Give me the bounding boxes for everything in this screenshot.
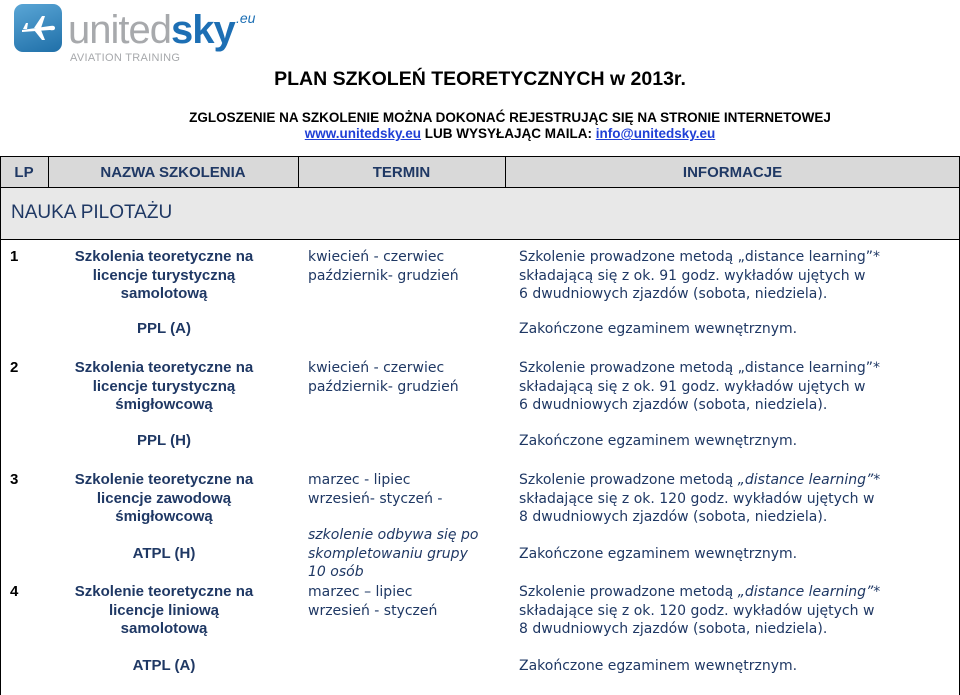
course-exam: Zakończone egzaminem wewnętrznym. — [519, 433, 798, 449]
header-name: NAZWA SZKOLENIA — [100, 164, 246, 181]
registration-notice: ZGLOSZENIE NA SZKOLENIE MOŻNA DOKONAĆ REJESTRUJĄC SIĘ NA STRONIE INTERNETOWEJ — [189, 110, 831, 125]
course-name: Szkolenie teoretyczne na licencje liniową samolotową — [74, 583, 254, 637]
row-number: 4 — [10, 583, 19, 600]
airplane-icon — [20, 14, 56, 42]
header-divider-3 — [505, 156, 506, 188]
course-info: Szkolenie prowadzone metodą „distance learning”* składające się z ok. 120 godz. wykładów ujętych w 8 dwudniowych zjazdów (sobota, niedziela). — [519, 584, 881, 637]
logo-tagline: AVIATION TRAINING — [70, 52, 181, 64]
page-title: PLAN SZKOLEŃ TEORETYCZNYCH w 2013r. — [274, 68, 686, 90]
row-number: 1 — [10, 248, 19, 265]
course-info: Szkolenie prowadzone metodą „distance learning”* składającą się z ok. 91 godz. wykładów ujętych w 6 dwudniowych zjazdów (sobota, niedziela). — [519, 360, 881, 413]
table-border-left — [0, 156, 1, 695]
license-type: PPL (A) — [137, 320, 191, 337]
course-exam: Zakończone egzaminem wewnętrznym. — [519, 546, 798, 562]
unitedsky-logo — [14, 4, 264, 64]
contact-middle-text: LUB WYSYŁAJĄC MAILA: — [421, 126, 596, 141]
header-divider-1 — [48, 156, 49, 188]
logo-badge — [14, 4, 62, 52]
course-name: Szkolenia teoretyczne na licencje turystyczną śmigłowcową — [74, 359, 254, 413]
header-lp: LP — [14, 164, 34, 181]
email-link[interactable]: info@unitedsky.eu — [595, 126, 716, 141]
logo-wordmark: unitedsky — [68, 8, 235, 52]
course-term-note: szkolenie odbywa się po skompletowaniu grupy 10 osób — [308, 527, 479, 580]
row-number: 3 — [10, 471, 19, 488]
header-info: INFORMACJE — [682, 164, 783, 181]
course-exam: Zakończone egzaminem wewnętrznym. — [519, 321, 798, 337]
license-type: ATPL (A) — [132, 657, 196, 674]
course-exam: Zakończone egzaminem wewnętrznym. — [519, 658, 798, 674]
license-type: ATPL (H) — [132, 545, 196, 562]
course-name: Szkolenia teoretyczne na licencje turystyczną samolotową — [74, 248, 254, 302]
course-term: kwiecień - czerwiec październik- grudzień — [308, 249, 459, 284]
course-info: Szkolenie prowadzone metodą „distance learning”* składającą się z ok. 91 godz. wykładów ujętych w 6 dwudniowych zjazdów (sobota, niedziela). — [519, 249, 881, 302]
course-term: marzec – lipiec wrzesień - styczeń — [308, 584, 438, 619]
logo-tld: .eu — [236, 10, 256, 26]
row-number: 2 — [10, 359, 19, 376]
header-term: TERMIN — [372, 164, 431, 181]
course-info: Szkolenie prowadzone metodą „distance learning”* składające się z ok. 120 godz. wykładów ujętych w 8 dwudniowych zjazdów (sobota, niedziela). — [519, 472, 881, 525]
course-term: marzec - lipiec wrzesień- styczeń - — [308, 472, 443, 507]
section-title: NAUKA PILOTAŻU — [11, 202, 173, 223]
table-header-row — [0, 156, 960, 188]
course-name: Szkolenie teoretyczne na licencje zawodową śmigłowcową — [74, 471, 254, 525]
website-link[interactable]: www.unitedsky.eu — [304, 126, 422, 141]
course-term: kwiecień - czerwiec październik- grudzień — [308, 360, 459, 395]
section-row — [0, 188, 960, 240]
header-divider-2 — [298, 156, 299, 188]
license-type: PPL (H) — [137, 432, 191, 449]
registration-contact — [0, 126, 960, 141]
